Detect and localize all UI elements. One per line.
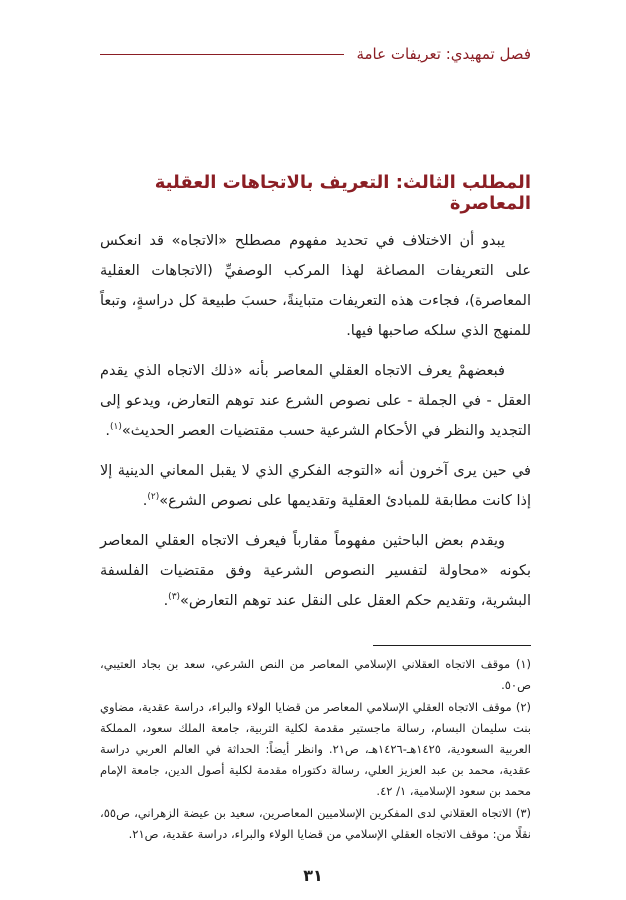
footnote-ref-1[interactable]: (١): [110, 422, 122, 433]
running-header: [100, 45, 531, 63]
footnote-ref-3[interactable]: (٣): [168, 592, 181, 603]
footnote-1: (١) موقف الاتجاه العقلاني الإسلامي المعاصر من النص الشرعي، سعد بن بجاد العتيبي، ص٥٠.: [100, 657, 531, 692]
footnotes: [100, 654, 531, 846]
section-title: المطلب الثالث: التعريف بالاتجاهات العقلية المعاصرة: [154, 172, 531, 214]
paragraph-3: [100, 456, 531, 516]
paragraph-2: [100, 356, 531, 446]
paragraph-4: [100, 526, 531, 616]
paragraph-4-end: .: [163, 593, 169, 609]
chapter-title: فصل تمهيدي: تعريفات عامة: [356, 45, 531, 63]
paragraph-1: [100, 226, 531, 346]
paragraph-2-text: فبعضهمْ يعرف الاتجاه العقلي المعاصر بأنه «ذلك الاتجاه الذي يقدم العقل - في الجملة - على نصوص الشرع عند توهم التعارض، ويدعو إلى التجديد والنظر في الأحكام الشرعية حسب مقتضيات العصر الحديث»: [100, 363, 531, 439]
paragraph-2-end: .: [105, 423, 111, 439]
paragraph-3-end: .: [142, 493, 148, 509]
body-text: [100, 226, 531, 626]
footnote-separator: [373, 645, 531, 646]
paragraph-4-text: ويقدم بعض الباحثين مفهوماً مقارباً فيعرف الاتجاه العقلي المعاصر بكونه «محاولة لتفسير النصوص الشرعية وفق مقتضيات الفلسفة البشرية، وتقديم حكم العقل على النقل عند توهم التعارض»: [100, 533, 531, 609]
footnote-2: (٢) موقف الاتجاه العقلي الإسلامي المعاصر من قضايا الولاء والبراء، دراسة عقدية، مضاوي بنت سليمان البسام، رسالة ماجستير مقدمة لكلية التربية، جامعة الملك سعود، المملكة العربية السعودية، ١٤٢٥هـ-١٤٢٦هـ، ص٢١. وانظر أيضاً: الحداثة في العالم العربي دراسة عقدية، محمد بن عبد العزيز العلي، رسالة دكتوراه مقدمة لكلية أصول الدين، جامعة الإمام محمد بن سعود الإسلامية، ١/ ٤٢.: [100, 700, 531, 798]
paragraph-1-text: يبدو أن الاختلاف في تحديد مفهوم مصطلح «الاتجاه» قد انعكس على التعريفات المصاغة لهذا المركب الوصفيِّ (الاتجاهات العقلية المعاصرة)، فجاءت هذه التعريفات متباينةً، حسبَ طبيعة كل دراسةٍ، وتبعاً للمنهج الذي سلكه صاحبها فيها.: [100, 233, 531, 339]
header-rule: [100, 54, 344, 55]
footnote-3: (٣) الاتجاه العقلاني لدى المفكرين الإسلاميين المعاصرين، سعيد بن عيضة الزهراني، ص٥٥، نقلًا من: موقف الاتجاه العقلي الإسلامي من قضايا الولاء والبراء، دراسة عقدية، ص٢١.: [100, 806, 531, 841]
paragraph-3-text: في حين يرى آخرون أنه «التوجه الفكري الذي لا يقبل المعاني الدينية إلا إذا كانت مطابقة للمبادئ العقلية وتقديمها على نصوص الشرع»: [100, 463, 531, 509]
footnote-ref-2[interactable]: (٢): [147, 492, 160, 503]
page-number: ٣١: [303, 866, 323, 885]
